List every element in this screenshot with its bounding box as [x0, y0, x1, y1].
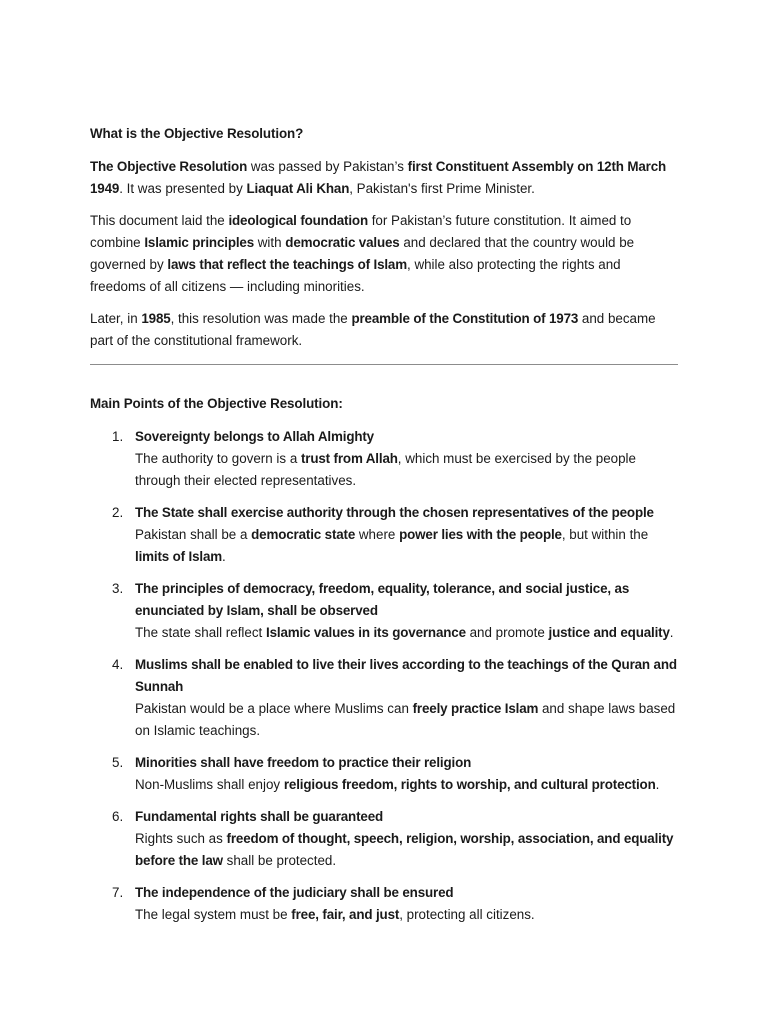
list-item [90, 426, 678, 492]
text-run: Non-Muslims shall enjoy [135, 777, 284, 792]
text-run: The state shall reflect [135, 625, 266, 640]
list-item [90, 882, 678, 926]
list-item-number: 1. [112, 429, 124, 444]
bold-text: freely practice Islam [412, 701, 539, 716]
text-run: , while also protecting the rights and freedoms of all citizens — including minorities. [90, 257, 621, 294]
point-title: Fundamental rights shall be guaranteed [135, 809, 384, 824]
point-description [135, 448, 678, 492]
text-run: and became part of the constitutional framework. [90, 311, 656, 348]
bold-text: 1985 [141, 311, 171, 326]
text-run: The legal system must be [135, 907, 292, 922]
list-item-number: 5. [112, 755, 124, 770]
point-title: Minorities shall have freedom to practice their religion [135, 755, 472, 770]
text-run: and shape laws based on Islamic teachings. [135, 701, 676, 738]
text-run: shall be protected. [222, 853, 337, 868]
point-description [135, 622, 678, 644]
bold-text: Islamic principles [144, 235, 255, 250]
text-run: . It was presented by [119, 181, 247, 196]
list-item-number: 4. [112, 657, 124, 672]
main-points-list [90, 426, 678, 926]
list-item-number: 2. [112, 505, 124, 520]
list-item [90, 806, 678, 872]
list-item [90, 502, 678, 568]
point-description [135, 698, 678, 742]
list-item-number: 7. [112, 885, 124, 900]
bold-text: power lies with the people [399, 527, 562, 542]
section-heading-main-points: Main Points of the Objective Resolution: [90, 396, 343, 411]
text-run: , this resolution was made the [170, 311, 352, 326]
horizontal-divider [90, 364, 678, 365]
bold-text: preamble of the Constitution of 1973 [351, 311, 579, 326]
bold-text: limits of Islam [135, 549, 223, 564]
bold-text: justice and equality [548, 625, 670, 640]
section-heading-what-is: What is the Objective Resolution? [90, 126, 304, 141]
text-run: , which must be exercised by the people through their elected representatives. [135, 451, 636, 488]
bold-text: freedom of thought, speech, religion, worship, association, and equality before the law [135, 831, 674, 868]
text-run: Pakistan shall be a [135, 527, 252, 542]
point-title: Muslims shall be enabled to live their lives according to the teachings of the Quran and Sunnah [135, 657, 677, 694]
list-item-number: 6. [112, 809, 124, 824]
text-run: The authority to govern is a [135, 451, 301, 466]
preamble-paragraph [90, 308, 678, 352]
point-description [135, 774, 678, 796]
text-run: , protecting all citizens. [399, 907, 535, 922]
text-run: Rights such as [135, 831, 227, 846]
list-item [90, 578, 678, 644]
bold-text: The Objective Resolution [90, 159, 248, 174]
list-item [90, 654, 678, 742]
bold-text: Liaquat Ali Khan [246, 181, 350, 196]
point-description [135, 828, 678, 872]
text-run: . [669, 625, 674, 640]
text-run: where [355, 527, 400, 542]
bold-text: ideological foundation [228, 213, 368, 228]
text-run: This document laid the [90, 213, 229, 228]
list-item [90, 752, 678, 796]
text-run: and declared that the country would be governed by [90, 235, 635, 272]
point-description [135, 904, 678, 926]
bold-text: religious freedom, rights to worship, and cultural protection [283, 777, 656, 792]
point-title: The principles of democracy, freedom, equality, tolerance, and social justice, as enunciated by Islam, shall be observed [135, 581, 630, 618]
text-run: and promote [465, 625, 549, 640]
text-run: was passed by Pakistan’s [247, 159, 408, 174]
bold-text: laws that reflect the teachings of Islam [167, 257, 407, 272]
point-description [135, 524, 678, 568]
text-run: for Pakistan’s future constitution. It aimed to combine [90, 213, 632, 250]
text-run: , Pakistan's first Prime Minister. [349, 181, 535, 196]
bold-text: Islamic values in its governance [266, 625, 466, 640]
list-item-number: 3. [112, 581, 124, 596]
text-run: , but within the [561, 527, 649, 542]
point-title: Sovereignty belongs to Allah Almighty [135, 429, 374, 444]
bold-text: democratic state [251, 527, 356, 542]
text-run: . [222, 549, 226, 564]
point-title: The State shall exercise authority through the chosen representatives of the people [135, 505, 654, 520]
foundation-paragraph [90, 210, 678, 298]
text-run: Pakistan would be a place where Muslims can [135, 701, 413, 716]
bold-text: trust from Allah [300, 451, 398, 466]
point-title: The independence of the judiciary shall be ensured [135, 885, 454, 900]
text-run: . [655, 777, 660, 792]
bold-text: democratic values [285, 235, 400, 250]
bold-text: first Constituent Assembly on 12th March 1949 [90, 159, 667, 196]
bold-text: free, fair, and just [291, 907, 400, 922]
intro-paragraph [90, 156, 678, 200]
text-run: Later, in [90, 311, 142, 326]
text-run: with [254, 235, 286, 250]
